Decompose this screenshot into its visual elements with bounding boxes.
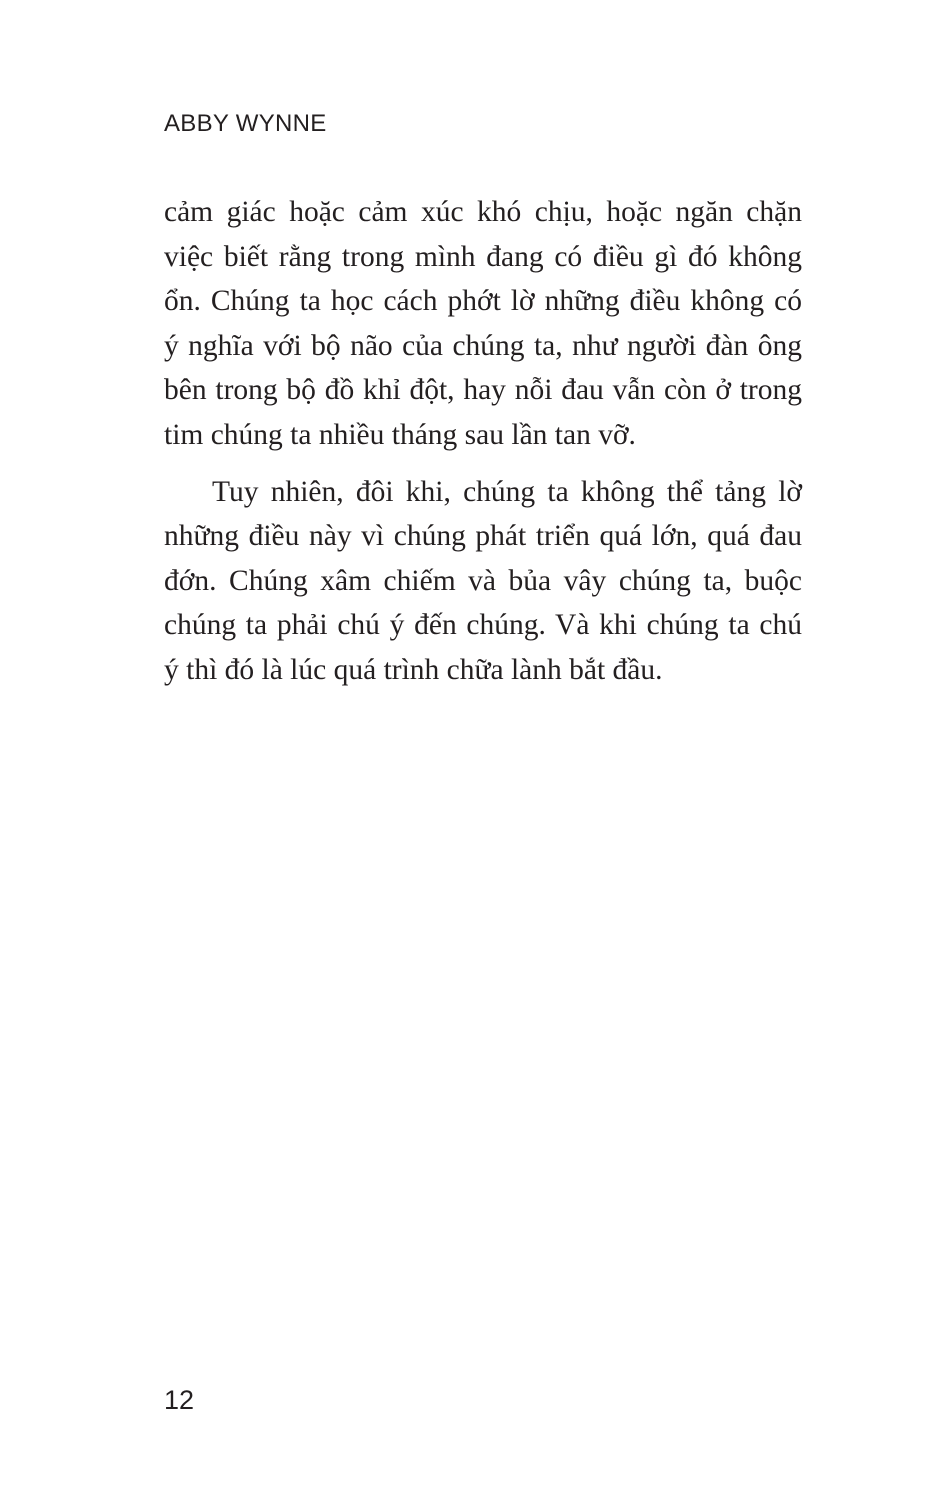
text-line: đớn. Chúng xâm chiếm và bủa vây chúng ta, buộc: [164, 564, 802, 597]
text-line: những điều này vì chúng phát triển quá lớn, quá đau: [164, 520, 802, 553]
text-line: ổn. Chúng ta học cách phớt lờ những điều không có: [164, 285, 802, 318]
body-text: [164, 190, 802, 693]
text-line: ý thì đó là lúc quá trình chữa lành bắt đầu.: [164, 653, 663, 686]
text-line: bên trong bộ đồ khỉ đột, hay nỗi đau vẫn còn ở trong: [164, 374, 802, 407]
paragraph-2: [164, 470, 802, 693]
running-head-author: ABBY WYNNE: [164, 110, 327, 137]
text-line: ý nghĩa với bộ não của chúng ta, như người đàn ông: [164, 329, 802, 362]
page-number: 12: [164, 1385, 195, 1415]
text-line: cảm giác hoặc cảm xúc khó chịu, hoặc ngăn chặn: [164, 196, 802, 228]
text-line: chúng ta phải chú ý đến chúng. Và khi chúng ta chú: [164, 609, 802, 642]
text-line: Tuy nhiên, đôi khi, chúng ta không thể tảng lờ: [212, 475, 802, 508]
paragraph-1: [164, 190, 802, 458]
text-line: việc biết rằng trong mình đang có điều gì đó không: [164, 240, 802, 273]
text-line: tim chúng ta nhiều tháng sau lần tan vỡ.: [164, 418, 636, 451]
